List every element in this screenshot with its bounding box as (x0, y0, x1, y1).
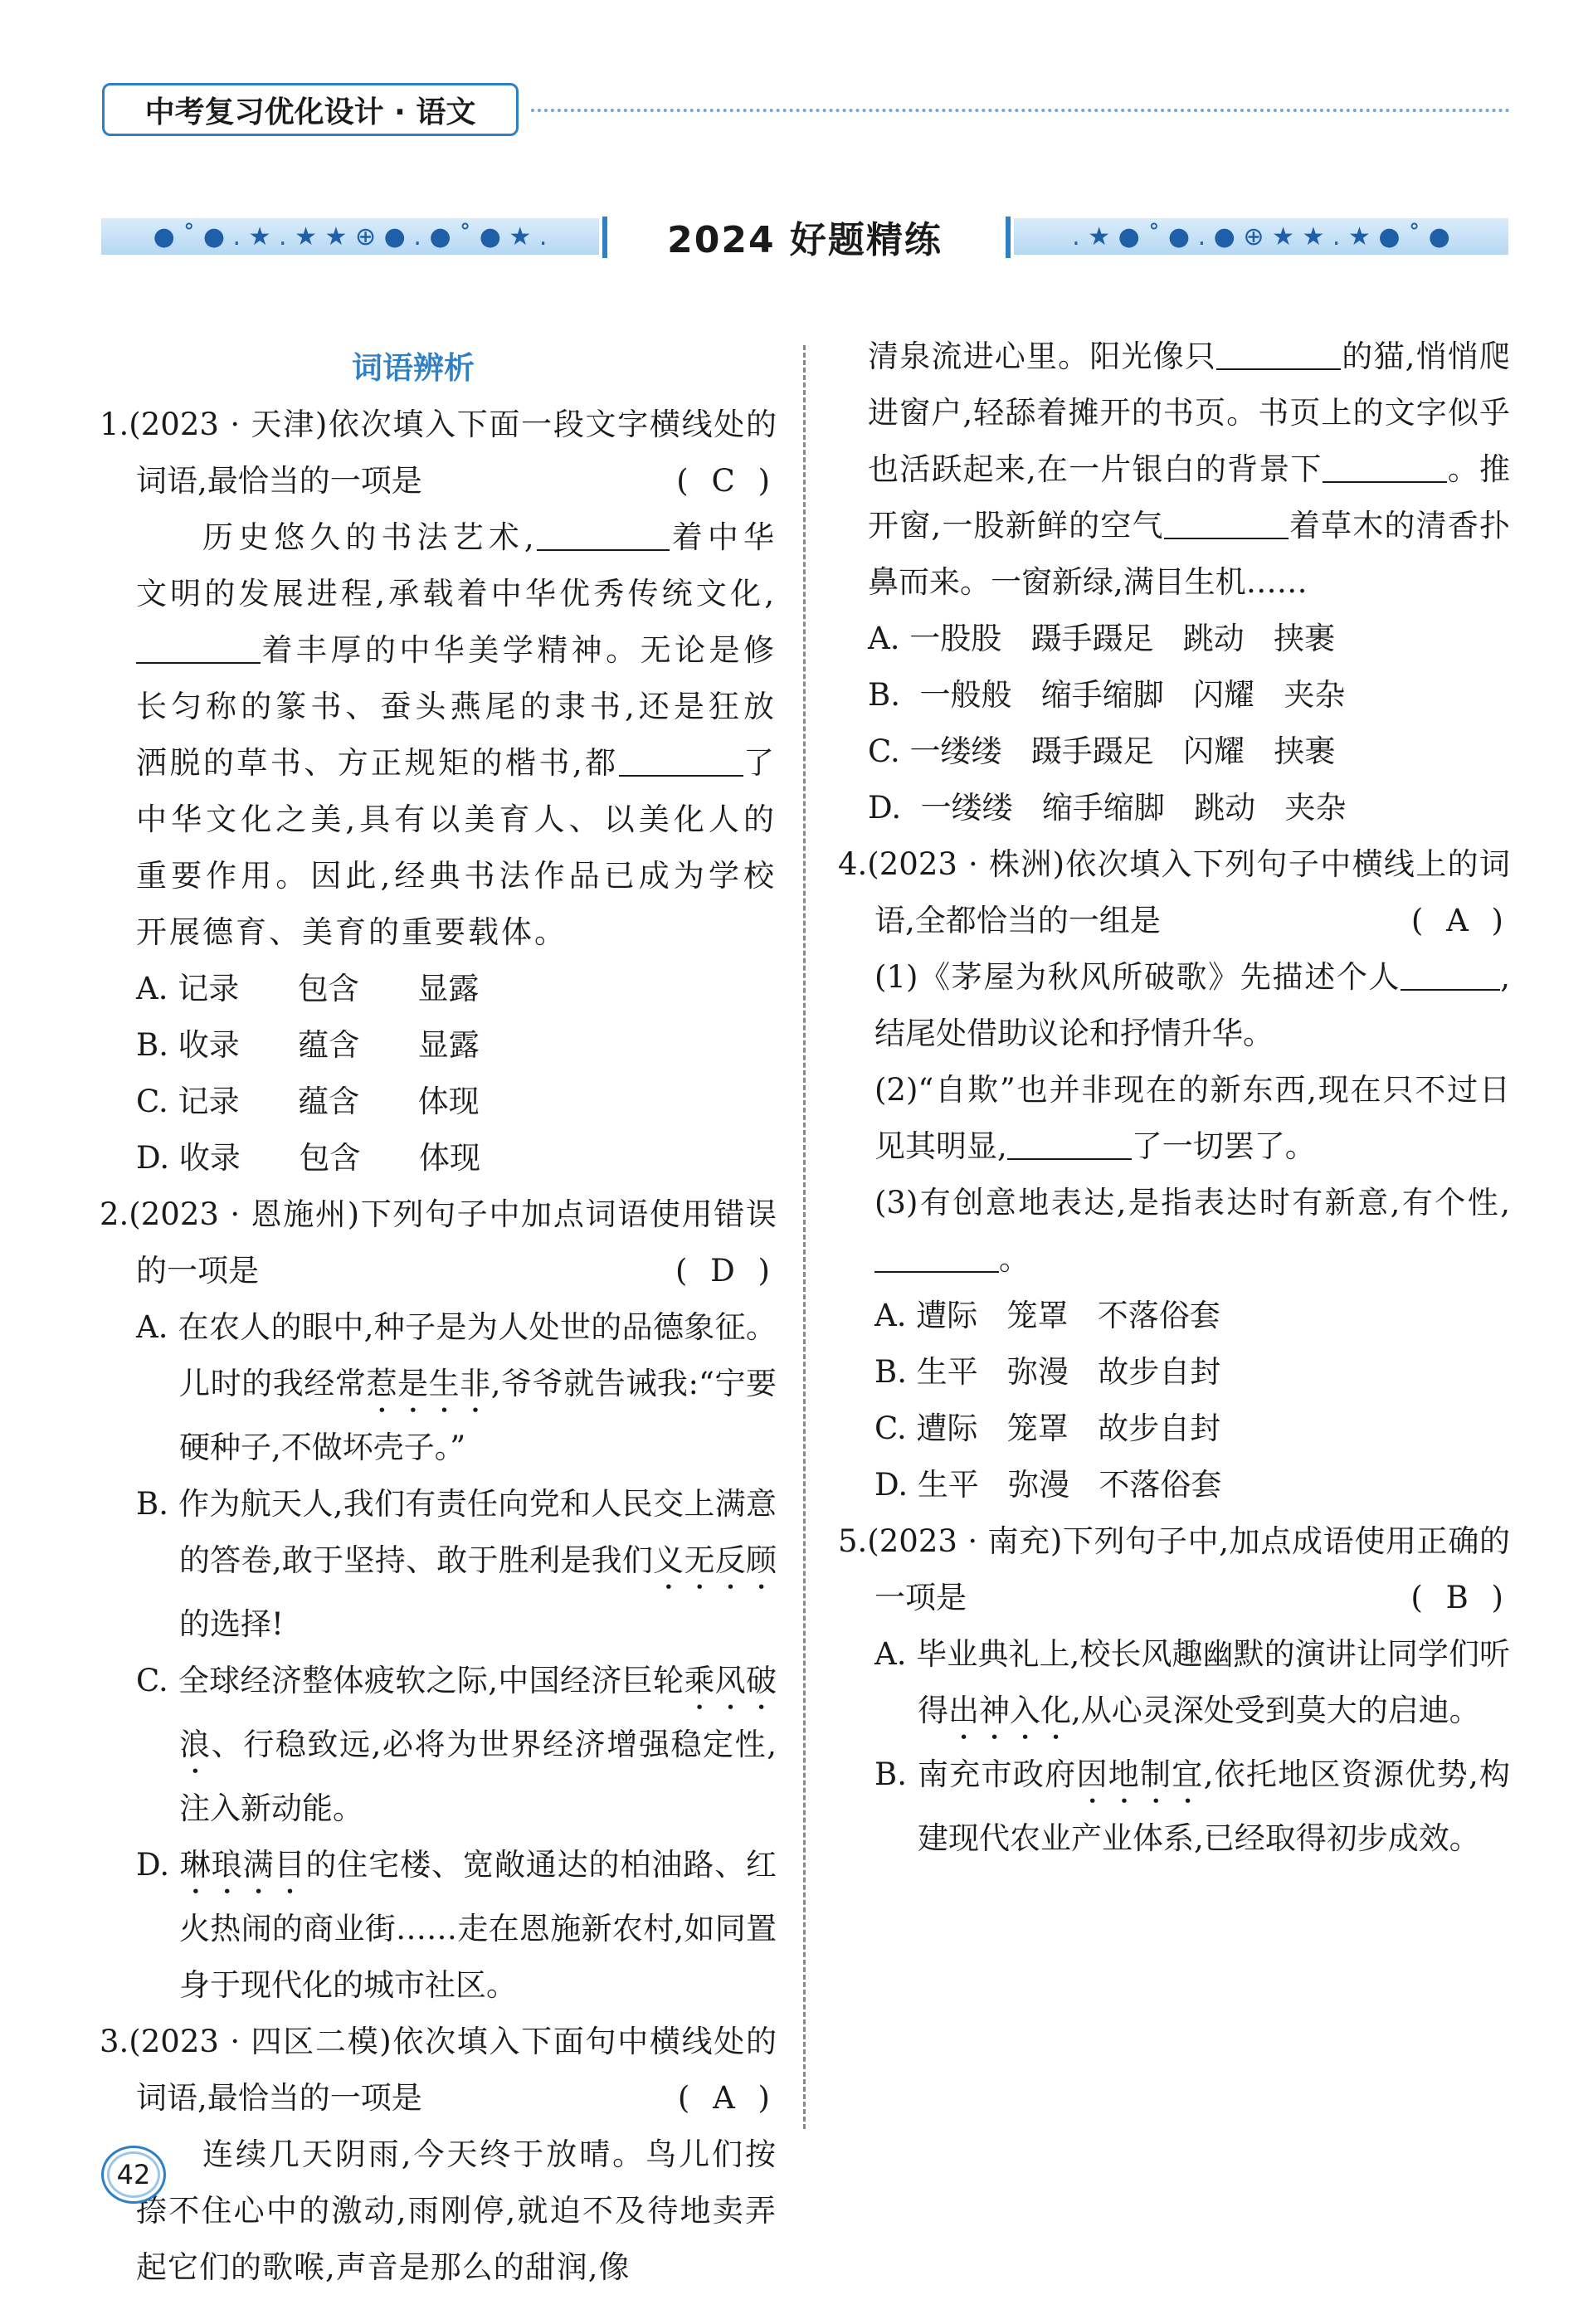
q3-option-a: A. 一股股 蹑手蹑足 跳动 挟裹 (868, 621, 1336, 656)
q2-option-a: A. 在农人的眼中,种子是为人处世的品德象征。儿时的我经常惹是生非,爷爷就告诫我:“宁要硬种子,不做坏壳子。” (136, 1309, 777, 1465)
banner-bar-right (1006, 217, 1011, 258)
banner-title: 2024 好题精练 (667, 219, 943, 261)
header-dotted-rule (531, 109, 1510, 112)
emphasized-word: 琳琅满目 (179, 1847, 306, 1883)
question-2 (100, 1186, 777, 2014)
banner-decoration-right: . ★ ● ˚ ● . ● ⊕ ★ ★ . ★ ● ˚ ● (1014, 218, 1508, 255)
q5-option-a: A. 毕业典礼上,校长风趣幽默的演讲让同学们听得出神入化,从心灵深处受到莫大的启迪。 (874, 1636, 1510, 1728)
q4-sentence-3: (3)有创意地表达,是指表达时有新意,有个性,。 (874, 1185, 1510, 1277)
q4-answer: ( A ) (1410, 903, 1510, 938)
q2-stem: 2.(2023 · 恩施州)下列句子中加点词语使用错误的一项是 (100, 1196, 777, 1289)
q1-option-d: D. 收录 包含 体现 (136, 1140, 481, 1176)
fill-blank (1164, 504, 1289, 539)
fill-blank (136, 629, 261, 664)
q4-stem: 4.(2023 · 株洲)依次填入下列句子中横线上的词语,全都恰当的一组是 (838, 846, 1510, 938)
q3-option-b: B. 一般般 缩手缩脚 闪耀 夹杂 (868, 677, 1346, 713)
question-4 (838, 836, 1510, 1513)
column-divider (803, 345, 806, 2129)
q1-option-b: B. 收录 蕴含 显露 (136, 1027, 480, 1063)
question-5 (838, 1513, 1510, 1867)
q3-answer: ( A ) (677, 2080, 777, 2116)
banner-decoration-left: ● ˚ ● . ★ . ★ ★ ⊕ ● . ● ˚ ● ★ . (101, 218, 599, 255)
right-column (838, 329, 1510, 1867)
q4-option-c: C. 遭际 笼罩 故步自封 (874, 1410, 1221, 1446)
emphasized-word: 出神入化 (948, 1693, 1071, 1728)
fill-blank (1216, 335, 1341, 370)
fill-blank (874, 1238, 999, 1273)
q3-option-c: C. 一缕缕 蹑手蹑足 闪耀 挟裹 (868, 733, 1336, 769)
emphasized-word: 因地制宜 (1076, 1756, 1204, 1792)
q1-answer: ( C ) (676, 463, 777, 499)
q5-stem: 5.(2023 · 南充)下列句子中,加点成语使用正确的一项是 (838, 1523, 1510, 1615)
fill-blank (1007, 1125, 1132, 1160)
q3-option-d: D. 一缕缕 缩手缩脚 跳动 夹杂 (868, 790, 1347, 826)
emphasized-word: 乘风破浪 (179, 1663, 777, 1762)
left-column (100, 340, 777, 2296)
q1-passage: 历史悠久的书法艺术, 着中华文明的发展进程,承载着中华优秀传统文化,着丰厚的中华美学精神。无论是修长匀称的篆书、蚕头燕尾的隶书,还是狂放洒脱的草书、方正规矩的楷书,都 了中华文化之美,具有以美育人、以美化人的重要作用。因此,经典书法作品已成为学校开展德育、美育的重要载体。 (100, 509, 777, 961)
q3-passage-start: 连续几天阴雨,今天终于放晴。鸟儿们按捺不住心中的激动,雨刚停,就迫不及待地卖弄起它们的歌喉,声音是那么的甜润,像 (136, 2136, 777, 2285)
q4-option-b: B. 生平 弥漫 故步自封 (874, 1354, 1221, 1390)
fill-blank (1323, 448, 1447, 483)
section-banner (101, 213, 1508, 260)
q4-option-d: D. 生平 弥漫 不落俗套 (874, 1467, 1222, 1503)
question-1 (100, 397, 777, 1186)
q3-stem: 3.(2023 · 四区二模)依次填入下面句中横线处的词语,最恰当的一项是 (100, 2024, 777, 2116)
q2-option-c: C. 全球经济整体疲软之际,中国经济巨轮乘风破浪、行稳致远,必将为世界经济增强稳定性,注入新动能。 (136, 1663, 777, 1826)
q4-sentence-2: (2)“自欺”也并非现在的新东西,现在只不过日见其明显, 了一切罢了。 (874, 1072, 1510, 1164)
question-3 (100, 2014, 777, 2296)
fill-blank (1401, 956, 1500, 991)
q3-passage-continued: 清泉流进心里。阳光像只 的猫,悄悄爬进窗户,轻舔着摊开的书页。书页上的文字似乎也活跃起来,在一片银白的背景下 。推开窗,一股新鲜的空气 着草木的清香扑鼻而来。一窗新绿,满目生机…… (838, 329, 1510, 611)
q5-answer: ( B ) (1410, 1580, 1510, 1615)
book-header-title: 中考复习优化设计 · 语文 (102, 83, 519, 136)
fill-blank (537, 516, 670, 551)
emphasized-word: 惹是生非 (366, 1366, 491, 1401)
emphasized-word: 义无反顾 (653, 1542, 777, 1578)
q4-option-a: A. 遭际 笼罩 不落俗套 (874, 1298, 1220, 1333)
q1-option-a: A. 记录 包含 显露 (136, 971, 480, 1006)
q1-option-c: C. 记录 蕴含 体现 (136, 1084, 480, 1119)
banner-bar-left (602, 217, 607, 258)
q2-option-d: D. 琳琅满目的住宅楼、宽敞通达的柏油路、红火热闹的商业街……走在恩施新农村,如同置身于现代化的城市社区。 (136, 1847, 777, 2003)
q5-option-b: B. 南充市政府因地制宜,依托地区资源优势,构建现代农业产业体系,已经取得初步成效。 (874, 1756, 1510, 1856)
q1-stem: 1.(2023 · 天津)依次填入下面一段文字横线处的词语,最恰当的一项是 (100, 407, 777, 499)
page-number: 42 (101, 2146, 166, 2204)
fill-blank (619, 742, 743, 777)
q2-option-b: B. 作为航天人,我们有责任向党和人民交上满意的答卷,敢于坚持、敢于胜利是我们义无反顾的选择! (136, 1486, 777, 1642)
section-title: 词语辨析 (352, 350, 475, 386)
q4-sentence-1: (1)《茅屋为秋风所破歌》先描述个人 ,结尾处借助议论和抒情升华。 (838, 949, 1510, 1062)
q2-answer: ( D ) (675, 1253, 777, 1289)
